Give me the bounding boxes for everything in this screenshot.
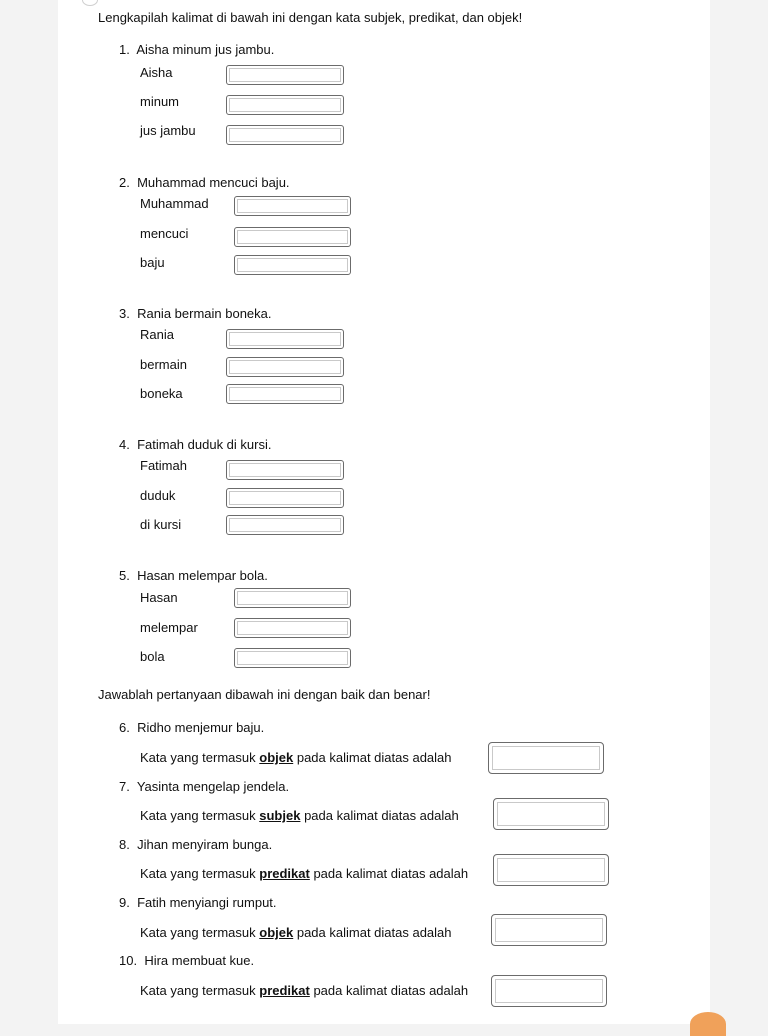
answer-box[interactable] bbox=[491, 914, 607, 946]
question-3 bbox=[119, 306, 272, 322]
question-number: 1. bbox=[119, 42, 130, 57]
word-label: jus jambu bbox=[140, 123, 196, 138]
answer-box[interactable] bbox=[226, 357, 344, 377]
answer-box[interactable] bbox=[493, 854, 609, 886]
prompt-prefix: Kata yang termasuk bbox=[140, 925, 256, 940]
word-label: mencuci bbox=[140, 226, 189, 241]
question-1 bbox=[119, 42, 274, 58]
question-10 bbox=[119, 953, 254, 969]
question-number: 8. bbox=[119, 837, 130, 852]
prompt-prefix: Kata yang termasuk bbox=[140, 866, 256, 881]
answer-box[interactable] bbox=[488, 742, 604, 774]
question-prompt bbox=[140, 983, 468, 999]
answer-box[interactable] bbox=[226, 384, 344, 404]
answer-box[interactable] bbox=[234, 196, 351, 216]
prompt-suffix: pada kalimat diatas adalah bbox=[313, 866, 469, 881]
word-label: duduk bbox=[140, 488, 176, 503]
instruction-1: Lengkapilah kalimat di bawah ini dengan kata subjek, predikat, dan objek! bbox=[98, 10, 523, 25]
question-sentence: Ridho menjemur baju. bbox=[137, 720, 265, 735]
answer-box[interactable] bbox=[234, 588, 351, 608]
prompt-prefix: Kata yang termasuk bbox=[140, 750, 256, 765]
prompt-suffix: pada kalimat diatas adalah bbox=[296, 925, 452, 940]
question-sentence: Jihan menyiram bunga. bbox=[137, 837, 273, 852]
question-sentence: Muhammad mencuci baju. bbox=[137, 175, 290, 190]
word-label: baju bbox=[140, 255, 165, 270]
answer-box[interactable] bbox=[491, 975, 607, 1007]
prompt-keyword: objek bbox=[259, 925, 294, 940]
question-sentence: Aisha minum jus jambu. bbox=[136, 42, 275, 57]
prompt-prefix: Kata yang termasuk bbox=[140, 808, 256, 823]
question-sentence: Rania bermain boneka. bbox=[137, 306, 272, 321]
prompt-keyword: objek bbox=[259, 750, 294, 765]
answer-box[interactable] bbox=[226, 65, 344, 85]
question-sentence: Hasan melempar bola. bbox=[137, 568, 268, 583]
answer-box[interactable] bbox=[226, 329, 344, 349]
question-sentence: Yasinta mengelap jendela. bbox=[136, 779, 290, 794]
word-label: Rania bbox=[140, 327, 174, 342]
answer-box[interactable] bbox=[234, 618, 351, 638]
word-label: melempar bbox=[140, 620, 198, 635]
answer-box[interactable] bbox=[493, 798, 609, 830]
word-label: Hasan bbox=[140, 590, 178, 605]
question-4 bbox=[119, 437, 271, 453]
floating-action-button[interactable] bbox=[690, 1012, 726, 1036]
word-label: bermain bbox=[140, 357, 187, 372]
answer-box[interactable] bbox=[234, 648, 351, 668]
answer-box[interactable] bbox=[226, 488, 344, 508]
word-label: minum bbox=[140, 94, 180, 109]
word-label: boneka bbox=[140, 386, 183, 401]
question-number: 4. bbox=[119, 437, 130, 452]
prompt-keyword: subjek bbox=[259, 808, 301, 823]
answer-box[interactable] bbox=[226, 125, 344, 145]
prompt-suffix: pada kalimat diatas adalah bbox=[313, 983, 469, 998]
word-label: Fatimah bbox=[140, 458, 187, 473]
question-number: 3. bbox=[119, 306, 130, 321]
question-8 bbox=[119, 837, 272, 853]
word-label: Aisha bbox=[140, 65, 173, 80]
word-label: di kursi bbox=[140, 517, 182, 532]
question-7 bbox=[119, 779, 289, 795]
question-sentence: Hira membuat kue. bbox=[144, 953, 255, 968]
question-2 bbox=[119, 175, 290, 191]
question-sentence: Fatimah duduk di kursi. bbox=[137, 437, 272, 452]
answer-box[interactable] bbox=[234, 227, 351, 247]
prompt-suffix: pada kalimat diatas adalah bbox=[296, 750, 452, 765]
prompt-suffix: pada kalimat diatas adalah bbox=[304, 808, 459, 823]
prompt-keyword: predikat bbox=[259, 983, 310, 998]
question-number: 10. bbox=[119, 953, 138, 968]
question-9 bbox=[119, 895, 277, 911]
instruction-2: Jawablah pertanyaan dibawah ini dengan baik dan benar! bbox=[98, 687, 431, 702]
question-sentence: Fatih menyiangi rumput. bbox=[137, 895, 277, 910]
question-prompt bbox=[140, 866, 468, 882]
question-prompt bbox=[140, 750, 452, 766]
question-prompt bbox=[140, 808, 459, 824]
answer-box[interactable] bbox=[226, 460, 344, 480]
prompt-prefix: Kata yang termasuk bbox=[140, 983, 256, 998]
question-number: 2. bbox=[119, 175, 130, 190]
prompt-keyword: predikat bbox=[259, 866, 310, 881]
answer-box[interactable] bbox=[226, 95, 344, 115]
question-prompt bbox=[140, 925, 452, 941]
question-6 bbox=[119, 720, 264, 736]
question-number: 5. bbox=[119, 568, 130, 583]
word-label: Muhammad bbox=[140, 196, 209, 211]
answer-box[interactable] bbox=[234, 255, 351, 275]
question-number: 9. bbox=[119, 895, 130, 910]
question-number: 7. bbox=[119, 779, 130, 794]
question-5 bbox=[119, 568, 268, 584]
answer-box[interactable] bbox=[226, 515, 344, 535]
question-number: 6. bbox=[119, 720, 130, 735]
word-label: bola bbox=[140, 649, 165, 664]
